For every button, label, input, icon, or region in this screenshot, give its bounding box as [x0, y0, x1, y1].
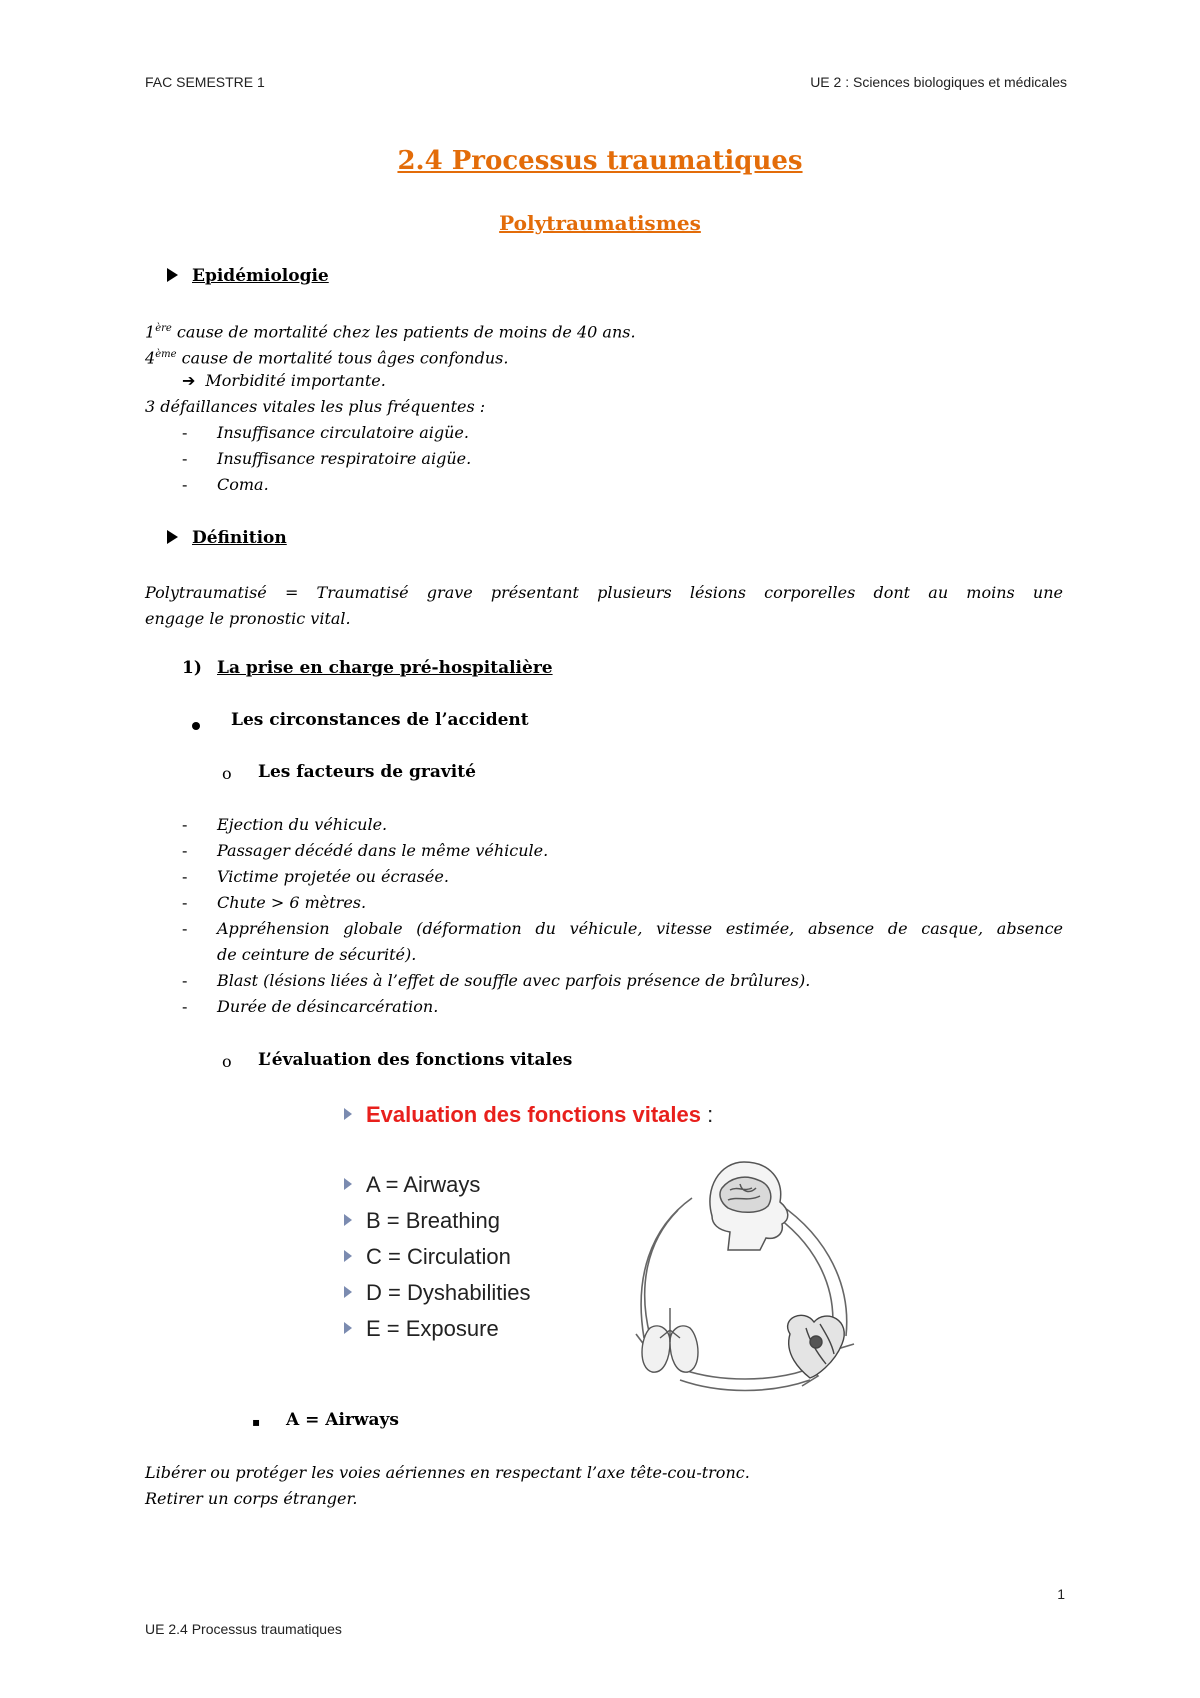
heart-icon [788, 1315, 845, 1378]
circle-bullet-icon: o [222, 764, 232, 783]
list-item: - Insuffisance respiratoire aigüe. [182, 449, 472, 468]
header-right: UE 2 : Sciences biologiques et médicales [810, 74, 1067, 90]
arrowhead-bullet-icon [167, 530, 178, 544]
figure-title: Evaluation des fonctions vitales : [344, 1102, 713, 1128]
page-number: 1 [1057, 1586, 1065, 1602]
figure-item: E = Exposure [344, 1316, 499, 1342]
list-item-continuation: de ceinture de sécurité). [217, 945, 417, 964]
figure-item: B = Breathing [344, 1208, 500, 1234]
figure-item: C = Circulation [344, 1244, 511, 1270]
epidemiologie-line-4: 3 défaillances vitales les plus fréquentes : [145, 397, 486, 416]
list-item: - Durée de désincarcération. [182, 997, 439, 1016]
arrow-bullet-icon [344, 1322, 352, 1334]
airways-line-1: Libérer ou protéger les voies aériennes en respectant l’axe tête-cou-tronc. [145, 1463, 750, 1482]
arrow-bullet-icon [344, 1250, 352, 1262]
brain-head-icon [710, 1162, 788, 1250]
epidemiologie-heading: Epidémiologie [192, 266, 329, 286]
list-item: - Passager décédé dans le même véhicule. [182, 841, 549, 860]
arrowhead-bullet-icon [167, 268, 178, 282]
facteurs-heading: Les facteurs de gravité [258, 762, 476, 782]
figure-item: D = Dyshabilities [344, 1280, 530, 1306]
page-title: 2.4 Processus traumatiques [397, 146, 803, 176]
lungs-icon [642, 1308, 698, 1372]
figure-item: A = Airways [344, 1172, 480, 1198]
list-item: - Insuffisance circulatoire aigüe. [182, 423, 469, 442]
evaluation-heading: L’évaluation des fonctions vitales [258, 1050, 573, 1070]
section-1-number: 1) [182, 658, 202, 678]
header-left: FAC SEMESTRE 1 [145, 74, 265, 90]
vital-functions-cycle-illustration [620, 1158, 880, 1398]
arrow-bullet-icon [344, 1108, 352, 1120]
cycle-arrow-bottom [680, 1380, 810, 1391]
page-subtitle: Polytraumatismes [499, 211, 701, 235]
right-arrow-icon: ➔ [182, 371, 196, 390]
airways-heading: A = Airways [286, 1410, 399, 1430]
circonstances-heading: Les circonstances de l’accident [231, 710, 529, 730]
list-item: - Ejection du véhicule. [182, 815, 388, 834]
square-bullet-icon: ▪ [252, 1415, 261, 1429]
epidemiologie-line-1: 1ère cause de mortalité chez les patients de moins de 40 ans. [145, 322, 636, 342]
definition-text-line-1: Polytraumatisé = Traumatisé grave présentant plusieurs lésions corporelles dont au moins une [145, 583, 1063, 602]
arrow-bullet-icon [344, 1286, 352, 1298]
epidemiologie-line-2: 4ème cause de mortalité tous âges confondus. [145, 348, 509, 368]
arrow-bullet-icon [344, 1178, 352, 1190]
round-bullet-icon [192, 722, 200, 730]
circle-bullet-icon: o [222, 1052, 232, 1071]
cycle-arrow-left [641, 1198, 692, 1338]
list-item: - Chute > 6 mètres. [182, 893, 367, 912]
epidemiologie-line-3: ➔ Morbidité importante. [182, 371, 386, 390]
definition-heading-row [167, 528, 287, 548]
list-item: - Victime projetée ou écrasée. [182, 867, 449, 886]
list-item: - Appréhension globale (déformation du véhicule, vitesse estimée, absence de casque, absence [182, 919, 1063, 938]
list-item: - Coma. [182, 475, 269, 494]
arrow-bullet-icon [344, 1214, 352, 1226]
definition-text-line-2: engage le pronostic vital. [145, 609, 351, 628]
list-item: - Blast (lésions liées à l’effet de souffle avec parfois présence de brûlures). [182, 971, 811, 990]
section-1-heading: La prise en charge pré-hospitalière [217, 658, 553, 678]
airways-line-2: Retirer un corps étranger. [145, 1489, 358, 1508]
definition-heading: Définition [192, 528, 287, 548]
footer-left: UE 2.4 Processus traumatiques [145, 1621, 342, 1637]
epidemiologie-heading-row [167, 266, 329, 286]
